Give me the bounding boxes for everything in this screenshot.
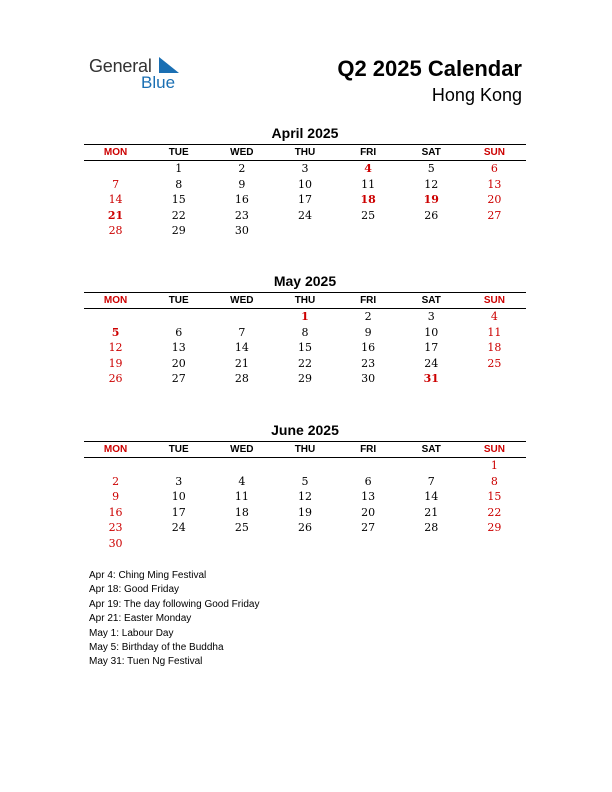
day-cell: 26 — [297, 521, 312, 535]
week-row — [84, 177, 526, 193]
day-cell: 21 — [424, 505, 439, 519]
day-cell: 8 — [490, 474, 498, 488]
day-cell: 29 — [171, 224, 186, 238]
generalblue-logo — [89, 54, 189, 94]
day-cell: 3 — [301, 162, 309, 175]
day-cell: 8 — [301, 325, 309, 339]
day-cell: 6 — [490, 162, 498, 175]
day-cell: 25 — [361, 208, 376, 222]
holiday-item: Apr 4: Ching Ming Festival — [89, 570, 207, 581]
day-cell: 6 — [175, 325, 183, 339]
day-cell: 29 — [297, 372, 312, 386]
day-cell: 21 — [234, 356, 249, 370]
day-cell: 17 — [424, 341, 439, 355]
day-cell: 9 — [238, 177, 246, 191]
day-cell: 7 — [238, 325, 246, 339]
day-cell: 16 — [361, 341, 376, 355]
day-cell: 16 — [234, 193, 249, 207]
day-cell: 30 — [234, 224, 249, 238]
weekday-header: THU — [294, 295, 316, 306]
day-cell — [463, 371, 526, 387]
weekday-header: MON — [103, 295, 128, 306]
day-cell: 2 — [364, 310, 372, 323]
day-cell: 18 — [234, 505, 249, 519]
week-row — [84, 208, 526, 224]
day-cell: 23 — [361, 356, 376, 370]
day-cell: 23 — [234, 208, 249, 222]
day-cell — [400, 458, 463, 474]
weekday-header: SAT — [421, 147, 441, 158]
weekday-header: FRI — [360, 147, 377, 158]
day-cell: 1 — [301, 310, 309, 323]
day-cell: 28 — [234, 372, 249, 386]
week-row — [84, 505, 526, 521]
day-cell: 14 — [234, 341, 249, 355]
day-cell: 27 — [487, 208, 502, 222]
day-cell — [400, 223, 463, 239]
day-cell: 2 — [238, 162, 246, 175]
weekday-header: SAT — [421, 295, 441, 306]
week-row — [84, 325, 526, 341]
day-cell — [273, 458, 336, 474]
logo-blue-text: Blue — [141, 73, 176, 92]
day-cell: 14 — [424, 490, 439, 504]
day-cell: 30 — [361, 372, 376, 386]
day-cell: 4 — [238, 474, 246, 488]
day-cell: 5 — [111, 325, 120, 339]
week-row — [84, 223, 526, 239]
day-cell: 9 — [364, 325, 372, 339]
day-cell: 5 — [427, 162, 435, 175]
weekday-header: FRI — [360, 444, 377, 455]
day-cell: 3 — [175, 474, 183, 488]
day-cell: 3 — [427, 310, 435, 323]
day-cell: 8 — [175, 177, 183, 191]
day-cell — [337, 536, 400, 552]
day-cell: 1 — [175, 162, 183, 175]
day-cell: 18 — [487, 341, 502, 355]
day-cell — [84, 458, 147, 474]
logo-triangle-icon — [159, 57, 179, 73]
week-row — [84, 309, 526, 325]
day-cell — [463, 536, 526, 552]
week-row — [84, 458, 526, 474]
weekday-header: THU — [294, 444, 316, 455]
day-cell: 22 — [297, 356, 312, 370]
day-cell: 25 — [487, 356, 502, 370]
day-cell — [337, 223, 400, 239]
day-cell — [463, 223, 526, 239]
day-cell: 7 — [112, 177, 120, 191]
day-cell: 28 — [108, 224, 123, 238]
day-cell: 16 — [108, 505, 123, 519]
day-cell: 24 — [424, 356, 439, 370]
day-cell: 28 — [424, 521, 439, 535]
weekday-header: MON — [103, 444, 128, 455]
region-subtitle: Hong Kong — [431, 85, 522, 105]
day-cell — [147, 458, 210, 474]
day-cell: 13 — [361, 490, 376, 504]
day-cell: 12 — [108, 341, 123, 355]
day-cell: 12 — [297, 490, 312, 504]
day-cell: 10 — [171, 490, 186, 504]
month-title: April 2025 — [271, 125, 339, 141]
day-cell: 15 — [171, 193, 186, 207]
day-cell: 12 — [424, 177, 439, 191]
day-cell: 13 — [171, 341, 186, 355]
day-cell: 11 — [234, 490, 249, 504]
day-cell — [210, 309, 273, 325]
weekday-header: TUE — [168, 295, 189, 306]
day-cell — [84, 161, 147, 177]
day-cell: 23 — [108, 521, 123, 535]
weekday-header: SUN — [483, 147, 505, 158]
month-april — [84, 125, 526, 239]
weekday-header: TUE — [168, 147, 189, 158]
week-row — [84, 489, 526, 505]
day-cell: 4 — [490, 310, 498, 323]
day-cell: 19 — [297, 505, 312, 519]
day-cell: 22 — [487, 505, 502, 519]
day-cell: 31 — [423, 372, 439, 386]
day-cell: 29 — [487, 521, 502, 535]
day-cell — [273, 536, 336, 552]
weekday-header: MON — [103, 147, 128, 158]
holiday-item: Apr 19: The day following Good Friday — [89, 598, 260, 610]
holiday-item: May 5: Birthday of the Buddha — [89, 642, 224, 654]
week-row — [84, 340, 526, 356]
day-cell: 20 — [171, 356, 186, 370]
week-row — [84, 536, 526, 552]
holiday-item: Apr 18: Good Friday — [89, 584, 180, 596]
weekday-header-row — [84, 292, 526, 309]
day-cell: 26 — [424, 208, 439, 222]
weekday-header: SAT — [421, 444, 441, 455]
day-cell: 22 — [171, 208, 186, 222]
weekday-header: SUN — [483, 444, 505, 455]
weekday-header: WED — [230, 147, 254, 158]
holiday-item: Apr 21: Easter Monday — [89, 613, 192, 625]
weekday-header: WED — [230, 444, 254, 455]
day-cell: 27 — [361, 521, 376, 535]
day-cell: 7 — [427, 474, 435, 488]
day-cell: 30 — [108, 536, 123, 550]
week-row — [84, 161, 526, 177]
day-cell: 19 — [108, 356, 123, 370]
day-cell: 11 — [487, 325, 502, 339]
month-title: June 2025 — [271, 422, 339, 438]
day-cell — [273, 223, 336, 239]
month-june — [84, 422, 526, 552]
holiday-item: May 1: Labour Day — [89, 627, 174, 639]
day-cell — [400, 536, 463, 552]
day-cell: 15 — [487, 490, 502, 504]
page-title: Q2 2025 Calendar — [337, 56, 522, 81]
day-cell: 24 — [171, 521, 186, 535]
day-cell — [210, 458, 273, 474]
day-cell: 5 — [301, 474, 309, 488]
day-cell: 6 — [364, 474, 372, 488]
week-row — [84, 520, 526, 536]
day-cell: 17 — [171, 505, 186, 519]
month-title: May 2025 — [273, 273, 337, 289]
weekday-header: SUN — [483, 295, 505, 306]
day-cell: 10 — [297, 177, 312, 191]
weekday-header: FRI — [360, 295, 377, 306]
day-cell: 15 — [297, 341, 312, 355]
logo-general-text: General — [89, 56, 152, 76]
holiday-list — [89, 569, 259, 670]
day-cell: 9 — [112, 490, 120, 504]
holiday-item: May 31: Tuen Ng Festival — [89, 656, 203, 668]
month-may — [84, 273, 526, 387]
week-row — [84, 356, 526, 372]
day-cell: 27 — [171, 372, 186, 386]
day-cell: 20 — [361, 505, 376, 519]
day-cell: 1 — [490, 459, 498, 472]
day-cell: 21 — [107, 208, 124, 222]
day-cell: 4 — [364, 162, 372, 175]
day-cell: 13 — [487, 177, 502, 191]
day-cell: 18 — [360, 193, 376, 207]
weekday-header: THU — [294, 147, 316, 158]
week-row — [84, 474, 526, 490]
weekday-header: WED — [230, 295, 254, 306]
day-cell — [84, 309, 147, 325]
day-cell — [147, 309, 210, 325]
weekday-header: TUE — [168, 444, 189, 455]
day-cell: 19 — [423, 193, 439, 207]
day-cell — [210, 536, 273, 552]
weekday-header-row — [84, 144, 526, 161]
day-cell — [147, 536, 210, 552]
day-cell: 24 — [297, 208, 312, 222]
weekday-header-row — [84, 441, 526, 458]
day-cell: 2 — [112, 474, 120, 488]
week-row — [84, 371, 526, 387]
day-cell: 10 — [424, 325, 439, 339]
day-cell — [337, 458, 400, 474]
day-cell: 17 — [297, 193, 312, 207]
day-cell: 25 — [234, 521, 249, 535]
day-cell: 26 — [108, 372, 123, 386]
day-cell: 20 — [487, 193, 502, 207]
day-cell: 11 — [361, 177, 376, 191]
week-row — [84, 192, 526, 208]
day-cell: 14 — [108, 193, 123, 207]
